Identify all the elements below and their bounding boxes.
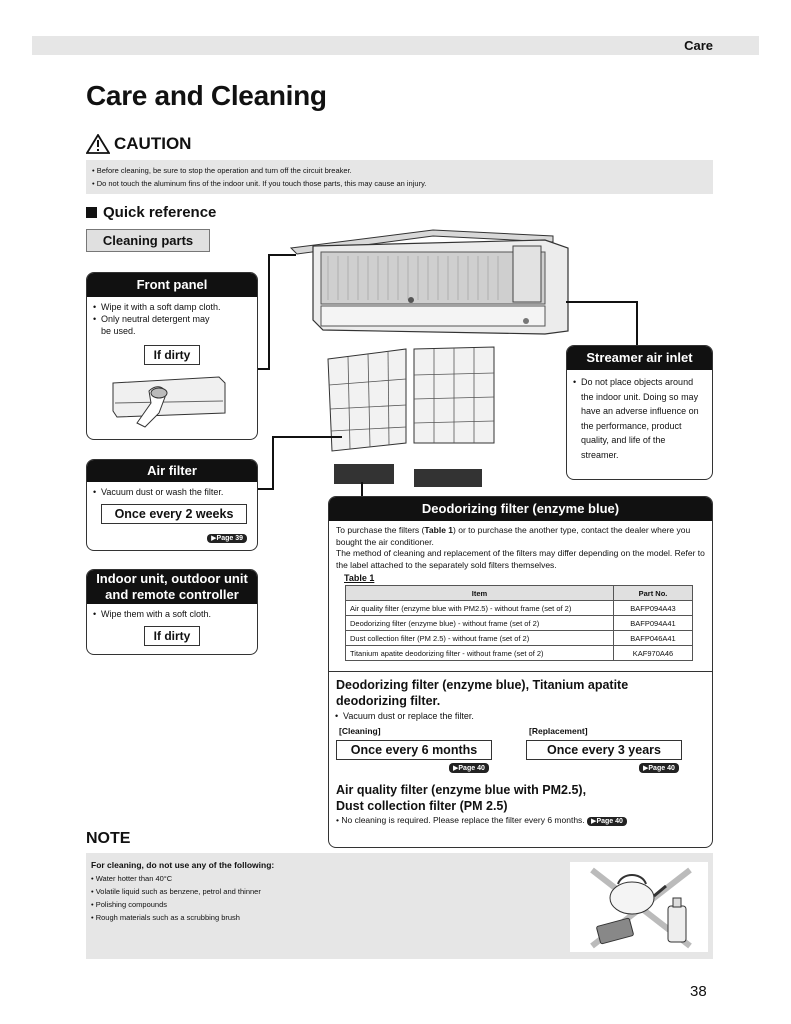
- square-bullet-icon: [86, 207, 97, 218]
- indoor-unit-frequency: If dirty: [144, 626, 200, 646]
- list-item: • Do not place objects around the indoor unit. Doing so may have an adverse influence on the performance, product quality, and life of the streamer.: [573, 375, 706, 462]
- section-label: Care: [684, 38, 713, 53]
- air-quality-note: • No cleaning is required. Please replace the filter every 6 months. ▶Page 40: [329, 814, 712, 825]
- schedule-row: [329, 722, 712, 778]
- front-panel-frequency: If dirty: [144, 345, 200, 365]
- note-lead: For cleaning, do not use any of the following:: [91, 860, 275, 870]
- air-filter-list: [87, 482, 257, 498]
- deodorizing-intro: To purchase the filters (Table 1) or to purchase the another type, contact the dealer where you bought the air conditioner. The method of cleaning and replacement of the filters may differ depending on the model. Refer to the label attached to the separately sold filters themselves.: [336, 525, 705, 570]
- connector-line: [268, 254, 270, 370]
- front-panel-list: [87, 297, 257, 337]
- note-item: • Polishing compounds: [91, 900, 168, 909]
- connector-line: [272, 436, 342, 438]
- table-label: Table 1: [344, 573, 375, 583]
- air-filter-title: Air filter: [87, 460, 257, 482]
- cleaning-parts-label: Cleaning parts: [86, 229, 210, 252]
- list-item: • Wipe them with a soft cloth.: [93, 608, 251, 620]
- header-bar: [32, 36, 759, 55]
- page-title: Care and Cleaning: [86, 80, 327, 111]
- column-header: Part No.: [614, 586, 693, 601]
- page-number: 38: [690, 983, 707, 1000]
- note-item: • Water hotter than 40°C: [91, 874, 173, 883]
- warning-triangle-icon: [86, 134, 110, 154]
- prohibited-items-illustration: [570, 862, 708, 952]
- caution-item: • Before cleaning, be sure to stop the operation and turn off the circuit breaker.: [92, 166, 352, 175]
- air-filter-frequency: Once every 2 weeks: [101, 504, 247, 524]
- list-item: • Wipe it with a soft damp cloth.: [93, 301, 251, 313]
- caution-heading: [86, 134, 191, 154]
- list-item: • Vacuum dust or replace the filter.: [335, 710, 706, 722]
- caution-item: • Do not touch the aluminum fins of the indoor unit. If you touch those parts, this may cause an injury.: [92, 179, 427, 188]
- note-item: • Volatile liquid such as benzene, petrol and thinner: [91, 887, 261, 896]
- page-reference-link[interactable]: ▶Page 40: [449, 763, 489, 773]
- caution-box: [86, 160, 713, 194]
- note-item: • Rough materials such as a scrubbing brush: [91, 913, 240, 922]
- connector-line: [268, 254, 296, 256]
- replacement-label: [Replacement]: [529, 726, 588, 736]
- column-header: Item: [346, 586, 614, 601]
- front-panel-title: Front panel: [87, 273, 257, 297]
- indoor-unit-list: [87, 604, 257, 620]
- streamer-list: [567, 370, 712, 462]
- table-row: Titanium apatite deodorizing filter - without frame (set of 2) KAF970A46: [346, 646, 693, 661]
- streamer-title: Streamer air inlet: [567, 346, 712, 370]
- table-header-row: [346, 586, 693, 601]
- list-item: • Vacuum dust or wash the filter.: [93, 486, 251, 498]
- page-reference-link[interactable]: ▶Page 40: [639, 763, 679, 773]
- front-panel-card: [86, 272, 258, 440]
- wiping-unit-illustration: [109, 373, 229, 429]
- cleaning-frequency: Once every 6 months: [336, 740, 492, 760]
- connector-line: [566, 301, 638, 303]
- page-reference-link[interactable]: ▶Page 39: [207, 534, 247, 543]
- deodorizing-sub-list: [329, 709, 712, 722]
- table-row: Deodorizing filter (enzyme blue) - without frame (set of 2) BAFP094A41: [346, 616, 693, 631]
- air-filter-card: [86, 459, 258, 551]
- indoor-unit-card: [86, 569, 258, 655]
- table-row: Air quality filter (enzyme blue with PM2.5) - without frame (set of 2) BAFP094A43: [346, 601, 693, 616]
- indoor-unit-title: Indoor unit, outdoor unit and remote controller: [87, 570, 257, 604]
- deodorizing-subheading: Deodorizing filter (enzyme blue), Titanium apatite deodorizing filter.: [336, 678, 629, 708]
- caution-title: CAUTION: [114, 134, 192, 153]
- cleaning-label: [Cleaning]: [339, 726, 381, 736]
- page-reference-link[interactable]: ▶Page 40: [587, 817, 627, 826]
- air-filter-illustration: [318, 345, 508, 495]
- replacement-frequency: Once every 3 years: [526, 740, 682, 760]
- table-row: Dust collection filter (PM 2.5) - without frame (set of 2) BAFP046A41: [346, 631, 693, 646]
- deodorizing-card: [328, 496, 713, 848]
- quick-reference-heading: Quick reference: [86, 204, 216, 221]
- streamer-card: [566, 345, 713, 480]
- air-conditioner-illustration: [283, 226, 573, 336]
- connector-line: [636, 301, 638, 347]
- air-quality-subheading: Air quality filter (enzyme blue with PM2.5), Dust collection filter (PM 2.5): [336, 783, 587, 813]
- parts-table: [345, 585, 693, 661]
- note-heading: NOTE: [86, 830, 131, 847]
- list-item: • Only neutral detergent may be used.: [93, 313, 213, 337]
- connector-line: [272, 436, 274, 490]
- deodorizing-title: Deodorizing filter (enzyme blue): [329, 497, 712, 521]
